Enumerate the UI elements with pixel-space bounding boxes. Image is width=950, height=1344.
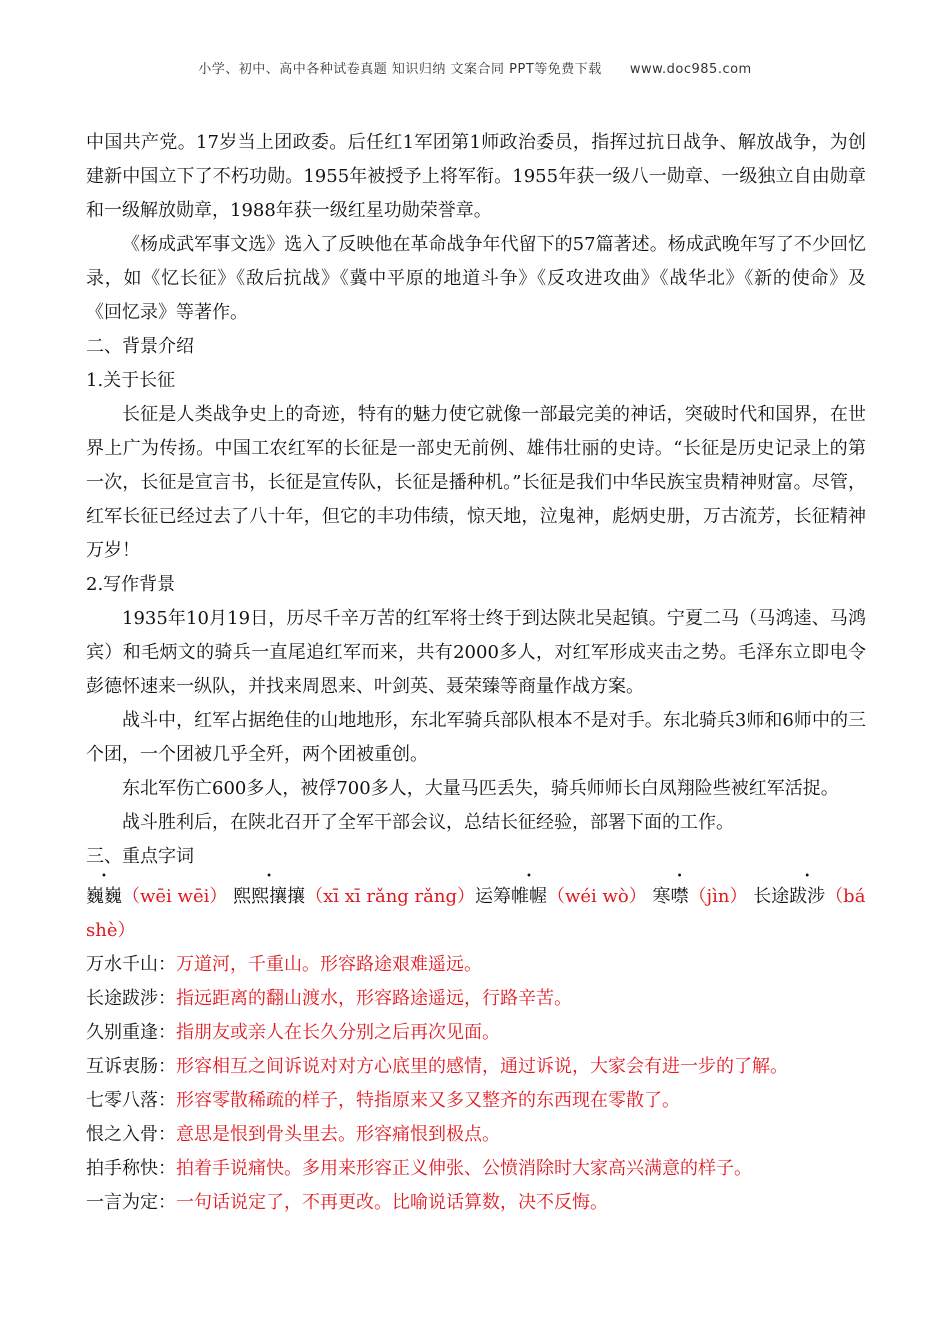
term-word: 恨之入骨： xyxy=(86,1124,176,1145)
vocab-pinyin: （bá xyxy=(825,886,866,907)
background-paragraph-2: 战斗中，红军占据绝佳的山地地形，东北军骑兵部队根本不是对手。东北骑兵3师和6师中的三个团，一个团被几乎全歼，两个团被重创。 xyxy=(86,710,866,765)
background-paragraph-4: 战斗胜利后，在陕北召开了全军干部会议，总结长征经验，部署下面的工作。 xyxy=(122,812,734,833)
vocab-word: 跋涉 xyxy=(789,886,826,907)
section-2-sub-2: 2.写作背景 xyxy=(86,574,176,595)
vocab-pinyin: （xī xī rǎng rǎng） xyxy=(305,886,475,907)
section-2-sub-1: 1.关于长征 xyxy=(86,370,176,391)
vocab-word: 熙熙攘攘 xyxy=(233,886,306,907)
term-meaning: 形容零散稀疏的样子，特指原来又多又整齐的东西现在零散了。 xyxy=(176,1090,680,1111)
page-header xyxy=(0,58,950,77)
vocab-word-plain: 寒 xyxy=(652,886,671,907)
vocab-word: 帷幄 xyxy=(510,886,547,907)
term-word: 久别重逢： xyxy=(86,1022,176,1043)
intro-paragraph-2: 《杨成武军事文选》选入了反映他在革命战争年代留下的57篇著述。杨成武晚年写了不少回忆录，如《忆长征》《敌后抗战》《冀中平原的地道斗争》《反攻进攻曲》《战华北》《新的使命》及《回忆录》等著作。 xyxy=(86,234,866,323)
term-definition xyxy=(86,1186,866,1220)
term-definition xyxy=(86,1016,866,1050)
term-definition xyxy=(86,1084,866,1118)
intro-paragraph-1: 中国共产党。17岁当上团政委。后任红1军团第1师政治委员，指挥过抗日战争、解放战争，为创建新中国立下了不朽功勋。1955年被授予上将军衔。1955年获一级八一勋章、一级独立自由勋章和一级解放勋章，1988年获一级红星功勋荣誉章。 xyxy=(86,132,866,221)
vocab-word-plain: 运筹 xyxy=(474,886,511,907)
header-text: 小学、初中、高中各种试卷真题 知识归纳 文案合同 PPT等免费下载 xyxy=(198,62,602,77)
header-site-link[interactable]: www.doc985.com xyxy=(629,62,752,77)
term-meaning: 一句话说定了，不再更改。比喻说话算数，决不反悔。 xyxy=(176,1192,608,1213)
vocab-word-plain: 长途 xyxy=(753,886,790,907)
term-meaning: 意思是恨到骨头里去。形容痛恨到极点。 xyxy=(176,1124,500,1145)
vocab-word: 巍巍 xyxy=(86,886,122,907)
vocab-pinyin: shè） xyxy=(86,920,136,941)
term-word: 七零八落： xyxy=(86,1090,176,1111)
term-word: 互诉衷肠： xyxy=(86,1056,176,1077)
vocab-pinyin-line xyxy=(86,880,866,914)
vocab-pinyin-continuation xyxy=(86,914,866,948)
term-definition xyxy=(86,982,866,1016)
term-meaning: 指远距离的翻山渡水，形容路途遥远，行路辛苦。 xyxy=(176,988,572,1009)
term-word: 一言为定： xyxy=(86,1192,176,1213)
vocab-pinyin: （jìn） xyxy=(688,886,748,907)
term-meaning: 形容相互之间诉说对对方心底里的感情，通过诉说，大家会有进一步的了解。 xyxy=(176,1056,788,1077)
background-paragraph-1: 1935年10月19日，历尽千辛万苦的红军将士终于到达陕北吴起镇。宁夏二马（马鸿逵、马鸿宾）和毛炳文的骑兵一直尾追红军而来，共有2000多人，对红军形成夹击之势。毛泽东立即电令彭德怀速来一纵队，并找来周恩来、叶剑英、聂荣臻等商量作战方案。 xyxy=(86,608,866,697)
term-definition xyxy=(86,1118,866,1152)
vocab-pinyin: （wēi wēi） xyxy=(122,886,228,907)
term-word: 万水千山： xyxy=(86,954,176,975)
term-meaning: 拍着手说痛快。多用来形容正义伸张、公愤消除时大家高兴满意的样子。 xyxy=(176,1158,752,1179)
section-2-title: 二、背景介绍 xyxy=(86,336,194,357)
term-definition xyxy=(86,1152,866,1186)
vocab-word: 噤 xyxy=(670,886,689,907)
vocab-pinyin: （wéi wò） xyxy=(546,886,647,907)
background-paragraph-3: 东北军伤亡600多人，被俘700多人，大量马匹丢失，骑兵师师长白凤翔险些被红军活捉。 xyxy=(122,778,839,799)
long-march-paragraph: 长征是人类战争史上的奇迹，特有的魅力使它就像一部最完美的神话，突破时代和国界，在世界上广为传扬。中国工农红军的长征是一部史无前例、雄伟壮丽的史诗。“长征是历史记录上的第一次，长征是宣言书，长征是宣传队，长征是播种机。”长征是我们中华民族宝贵精神财富。尽管，红军长征已经过去了八十年，但它的丰功伟绩，惊天地，泣鬼神，彪炳史册，万古流芳，长征精神万岁！ xyxy=(86,404,866,561)
term-definition xyxy=(86,948,866,982)
term-meaning: 万道河，千重山。形容路途艰难遥远。 xyxy=(176,954,482,975)
term-definition xyxy=(86,1050,866,1084)
document-body xyxy=(86,126,866,1220)
term-word: 拍手称快： xyxy=(86,1158,176,1179)
section-3-title: 三、重点字词 xyxy=(86,846,194,867)
term-word: 长途跋涉： xyxy=(86,988,176,1009)
term-meaning: 指朋友或亲人在长久分别之后再次见面。 xyxy=(176,1022,500,1043)
